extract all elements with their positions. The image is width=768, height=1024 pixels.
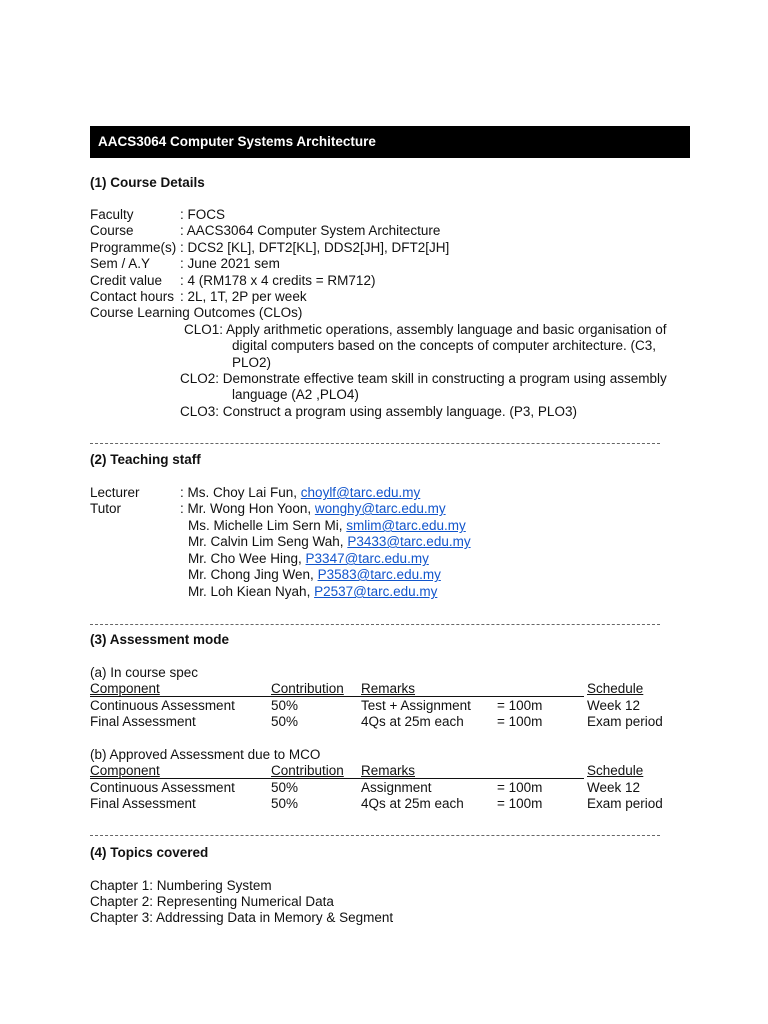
programme-value: : DCS2 [KL], DFT2[KL], DDS2[JH], DFT2[JH]: [180, 240, 450, 255]
sem-value: : June 2021 sem: [180, 256, 280, 271]
table-cell: 50%: [271, 796, 299, 811]
table-header-remarks: Remarks: [361, 681, 416, 696]
course-value: : AACS3064 Computer System Architecture: [180, 223, 441, 238]
lecturer-label: Lecturer: [90, 485, 140, 500]
credit-value: : 4 (RM178 x 4 credits = RM712): [180, 273, 376, 288]
section-heading-topics-covered: (4) Topics covered: [90, 845, 209, 860]
table-cell: = 100m: [497, 698, 543, 713]
topic-item: Chapter 2: Representing Numerical Data: [90, 894, 334, 909]
tutor-name: Mr. Calvin Lim Seng Wah,: [188, 534, 348, 549]
table-cell: 4Qs at 25m each: [361, 714, 464, 729]
table-header-rule: [90, 778, 584, 779]
table-cell: Final Assessment: [90, 714, 196, 729]
table-cell: Week 12: [587, 780, 641, 795]
clo1-line3: PLO2): [232, 355, 272, 370]
table-cell: Final Assessment: [90, 796, 196, 811]
table-header-contribution: Contribution: [271, 763, 344, 778]
tutor-entry: [180, 501, 446, 516]
tutor-entry: [188, 584, 437, 599]
lecturer-name: : Ms. Choy Lai Fun,: [180, 485, 301, 500]
tutor-entry: [188, 551, 429, 566]
assessment-a-heading: (a) In course spec: [90, 665, 199, 680]
contact-label: Contact hours: [90, 289, 175, 304]
lecturer-email-link[interactable]: choylf@tarc.edu.my: [300, 485, 421, 500]
tutor-name: : Mr. Wong Hon Yoon,: [180, 501, 315, 516]
table-header-component: Component: [90, 681, 160, 696]
tutor-entry: [188, 567, 441, 582]
section-heading-teaching-staff: (2) Teaching staff: [90, 452, 201, 467]
course-label: Course: [90, 223, 134, 238]
faculty-value: : FOCS: [180, 207, 226, 222]
table-cell: Exam period: [587, 796, 663, 811]
faculty-label: Faculty: [90, 207, 134, 222]
table-cell: 4Qs at 25m each: [361, 796, 464, 811]
table-header-schedule: Schedule: [587, 681, 644, 696]
tutor-name: Mr. Loh Kiean Nyah,: [188, 584, 315, 599]
table-cell: Assignment: [361, 780, 432, 795]
table-cell: = 100m: [497, 796, 543, 811]
tutor-email-link[interactable]: smlim@tarc.edu.my: [346, 518, 466, 533]
tutor-name: Mr. Chong Jing Wen,: [188, 567, 318, 582]
clo2-line1: CLO2: Demonstrate effective team skill in constructing a program using assembly: [180, 371, 667, 386]
tutor-name: Mr. Cho Wee Hing,: [188, 551, 306, 566]
tutor-email-link[interactable]: P3583@tarc.edu.my: [317, 567, 441, 582]
sem-label: Sem / A.Y: [90, 256, 151, 271]
clo2-line2: language (A2 ,PLO4): [232, 387, 359, 402]
table-header-schedule: Schedule: [587, 763, 644, 778]
tutor-entry: [188, 518, 466, 533]
programme-label: Programme(s): [90, 240, 177, 255]
table-header-remarks: Remarks: [361, 763, 416, 778]
table-cell: 50%: [271, 698, 299, 713]
table-header-contribution: Contribution: [271, 681, 344, 696]
section-divider: [90, 624, 660, 625]
contact-value: : 2L, 1T, 2P per week: [180, 289, 307, 304]
tutor-email-link[interactable]: P3433@tarc.edu.my: [347, 534, 471, 549]
table-cell: Continuous Assessment: [90, 698, 235, 713]
title-bar: [90, 126, 690, 158]
tutor-email-link[interactable]: P2537@tarc.edu.my: [314, 584, 438, 599]
table-cell: Exam period: [587, 714, 663, 729]
table-cell: Test + Assignment: [361, 698, 471, 713]
tutor-label: Tutor: [90, 501, 122, 516]
table-header-component: Component: [90, 763, 160, 778]
topic-item: Chapter 1: Numbering System: [90, 878, 272, 893]
table-cell: 50%: [271, 780, 299, 795]
tutor-entry: [188, 534, 471, 549]
lecturer-entry: [180, 485, 420, 500]
section-divider: [90, 443, 660, 444]
table-cell: 50%: [271, 714, 299, 729]
clo1-line2: digital computers based on the concepts of computer architecture. (C3,: [232, 338, 656, 353]
section-heading-assessment-mode: (3) Assessment mode: [90, 632, 230, 647]
tutor-email-link[interactable]: wonghy@tarc.edu.my: [314, 501, 446, 516]
section-divider: [90, 835, 660, 836]
tutor-name: Ms. Michelle Lim Sern Mi,: [188, 518, 347, 533]
clo-heading: Course Learning Outcomes (CLOs): [90, 305, 303, 320]
table-cell: Continuous Assessment: [90, 780, 235, 795]
topic-item: Chapter 3: Addressing Data in Memory & Segment: [90, 910, 394, 925]
tutor-email-link[interactable]: P3347@tarc.edu.my: [305, 551, 429, 566]
table-cell: = 100m: [497, 714, 543, 729]
section-heading-course-details: (1) Course Details: [90, 175, 205, 190]
credit-label: Credit value: [90, 273, 163, 288]
clo3-line1: CLO3: Construct a program using assembly language. (P3, PLO3): [180, 404, 577, 419]
table-cell: = 100m: [497, 780, 543, 795]
table-cell: Week 12: [587, 698, 641, 713]
clo1-line1: CLO1: Apply arithmetic operations, assembly language and basic organisation of: [184, 322, 667, 337]
assessment-b-heading: (b) Approved Assessment due to MCO: [90, 747, 321, 762]
document-title: AACS3064 Computer Systems Architecture: [98, 134, 376, 149]
table-header-rule: [90, 696, 584, 697]
